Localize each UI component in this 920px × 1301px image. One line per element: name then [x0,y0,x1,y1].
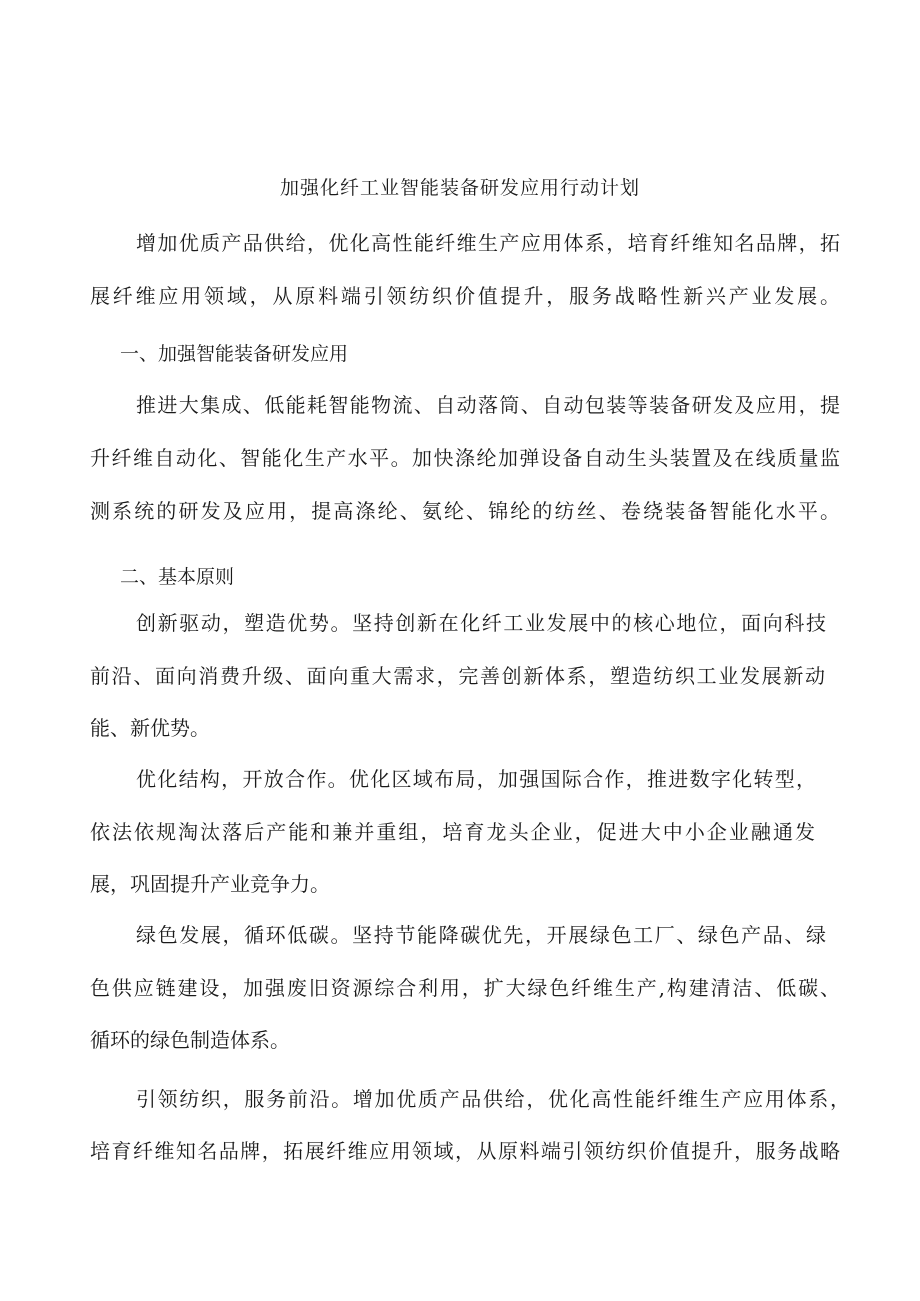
principle3-line-1: 绿色发展，循环低碳。坚持节能降碳优先，开展绿色工厂、绿色产品、绿 [136,923,826,947]
section1-line-1: 推进大集成、低能耗智能物流、自动落筒、自动包装等装备研发及应用，提 [136,393,840,417]
principle2-line-1: 优化结构，开放合作。优化区域布局，加强国际合作，推进数字化转型， [136,767,816,791]
section-heading-1: 一、加强智能装备研发应用 [120,343,349,365]
principle4-line-1: 引领纺织，服务前沿。增加优质产品供给，优化高性能纤维生产应用体系， [136,1087,850,1111]
principle1-line-3: 能、新优势。 [90,716,210,740]
document-title: 加强化纤工业智能装备研发应用行动计划 [279,177,640,199]
principle1-line-2: 前沿、面向消费升级、面向重大需求，完善创新体系，塑造纺织工业发展新动 [90,664,825,688]
section1-line-3: 测系统的研发及应用，提高涤纶、氨纶、锦纶的纺丝、卷绕装备智能化水平。 [90,499,840,523]
principle2-line-2: 依法依规淘汰落后产能和兼并重组，培育龙头企业，促进大中小企业融通发 [90,820,815,844]
principle2-line-3: 展，巩固提升产业竞争力。 [90,872,330,896]
principle3-line-2: 色供应链建设，加强废旧资源综合利用，扩大绿色纤维生产,构建清洁、低碳、 [90,976,840,1000]
principle1-line-1: 创新驱动，塑造优势。坚持创新在化纤工业发展中的核心地位，面向科技 [136,611,826,635]
section1-line-2: 升纤维自动化、智能化生产水平。加快涤纶加弹设备自动生头装置及在线质量监 [90,446,840,470]
principle4-line-2: 培育纤维知名品牌，拓展纤维应用领域，从原料端引领纺织价值提升，服务战略 [90,1139,840,1163]
intro-line-2: 展纤维应用领域，从原料端引领纺织价值提升，服务战略性新兴产业发展。 [90,284,840,308]
principle3-line-3: 循环的绿色制造体系。 [90,1028,290,1052]
intro-line-1: 增加优质产品供给，优化高性能纤维生产应用体系，培育纤维知名品牌，拓 [136,231,840,255]
section-heading-2: 二、基本原则 [120,566,235,588]
